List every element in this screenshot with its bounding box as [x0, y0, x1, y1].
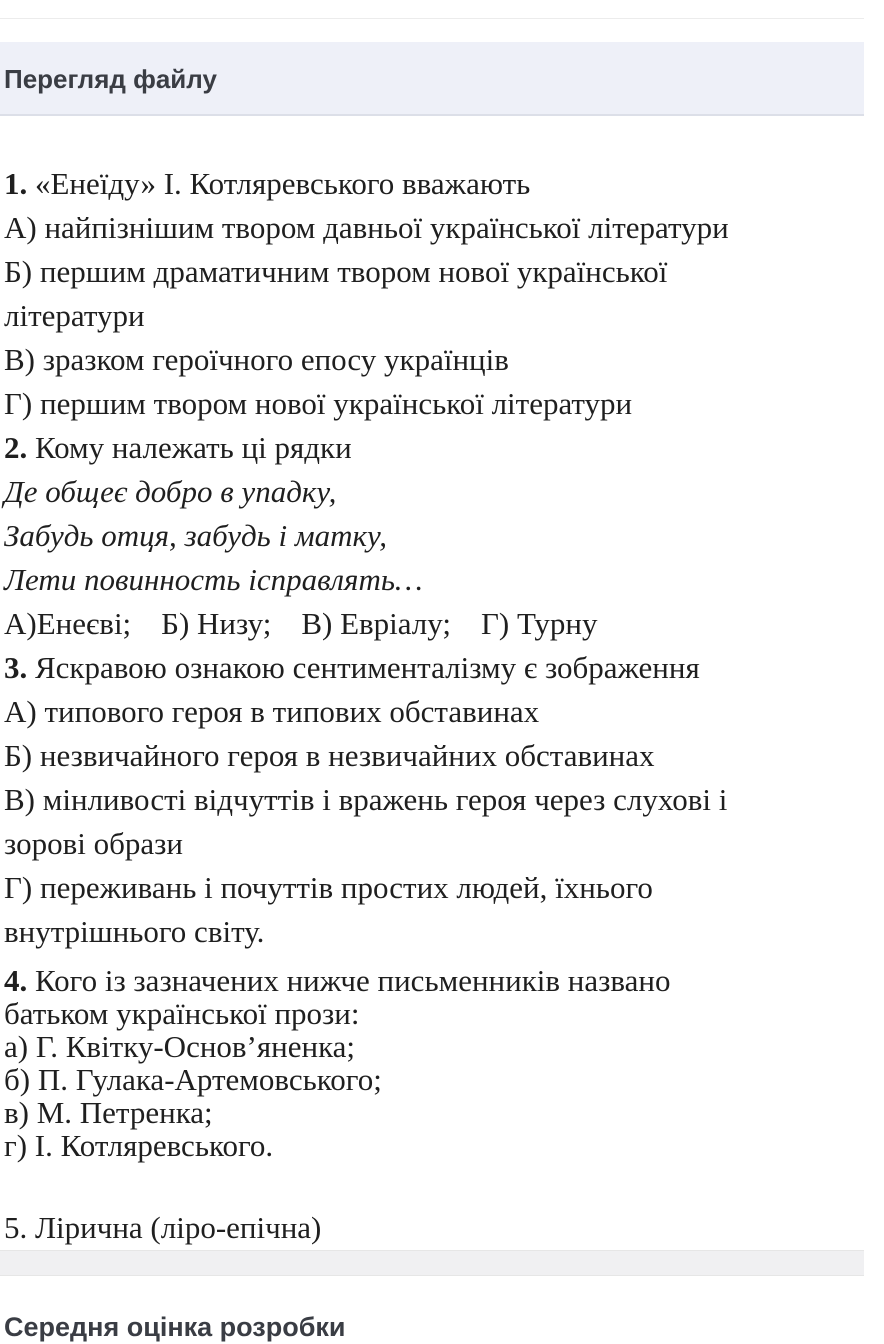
document-content	[4, 162, 884, 1162]
top-strip	[0, 0, 864, 19]
question-text: «Енеїду» І. Котляревського вважають	[27, 166, 531, 201]
option-line: зорові образи	[4, 826, 183, 861]
option-line: а) Г. Квітку-Основ’яненка;	[4, 1029, 356, 1064]
option-line: б) П. Гулака-Артемовського;	[4, 1062, 382, 1097]
question-4	[4, 964, 884, 997]
question-text: Яскравою ознакою сентименталізму є зображення	[27, 650, 700, 685]
option-line: Б) першим драматичним твором нової української	[4, 254, 668, 289]
option-inline: Г) Турну	[480, 606, 598, 641]
option-line: Г) переживань і почуттів простих людей, їхнього	[4, 870, 653, 905]
option-line: літератури	[4, 298, 145, 333]
verse-line: Забудь отця, забудь і матку,	[4, 518, 388, 553]
question-text: Кого із зазначених нижче письменників названо	[27, 963, 671, 998]
option-line: в) М. Петренка;	[4, 1095, 213, 1130]
option-line: Г) першим твором нової української літератури	[4, 386, 633, 421]
verse-line: Де общеє добро в упадку,	[4, 474, 337, 509]
question-number: 3.	[4, 650, 28, 685]
question-text: Кому належать ці рядки	[27, 430, 352, 465]
option-line: В) мінливості відчуттів і вражень героя через слухові і	[4, 782, 728, 817]
question-1	[4, 162, 884, 206]
verse-line: Лети повинность ісправлять…	[4, 562, 423, 597]
option-inline: В) Евріалу;	[301, 606, 451, 641]
option-line: г) І. Котляревського.	[4, 1128, 274, 1163]
option-inline: А)Енеєві;	[4, 606, 132, 641]
question-number: 2.	[4, 430, 28, 465]
file-view-title: Перегляд файлу	[4, 64, 217, 94]
file-view-header	[0, 42, 864, 116]
options-row	[4, 602, 884, 646]
cut-off-line: 5. Лірична (ліро-епічна)	[4, 1210, 322, 1245]
option-line: В) зразком героїчного епосу українців	[4, 342, 509, 377]
file-viewer[interactable]	[0, 118, 864, 1245]
rating-title: Середня оцінка розробки	[4, 1312, 346, 1342]
option-inline: Б) Низу;	[161, 606, 272, 641]
question-text-cont: батьком української прози:	[4, 996, 360, 1031]
option-line: А) найпізнішим твором давньої української літератури	[4, 210, 729, 245]
question-number: 1.	[4, 166, 28, 201]
option-line: А) типового героя в типових обставинах	[4, 694, 540, 729]
question-number: 4.	[4, 963, 28, 998]
question-2	[4, 426, 884, 470]
option-line: внутрішнього світу.	[4, 914, 265, 949]
question-3	[4, 646, 884, 690]
option-line: Б) незвичайного героя в незвичайних обставинах	[4, 738, 655, 773]
section-divider	[0, 1250, 864, 1276]
